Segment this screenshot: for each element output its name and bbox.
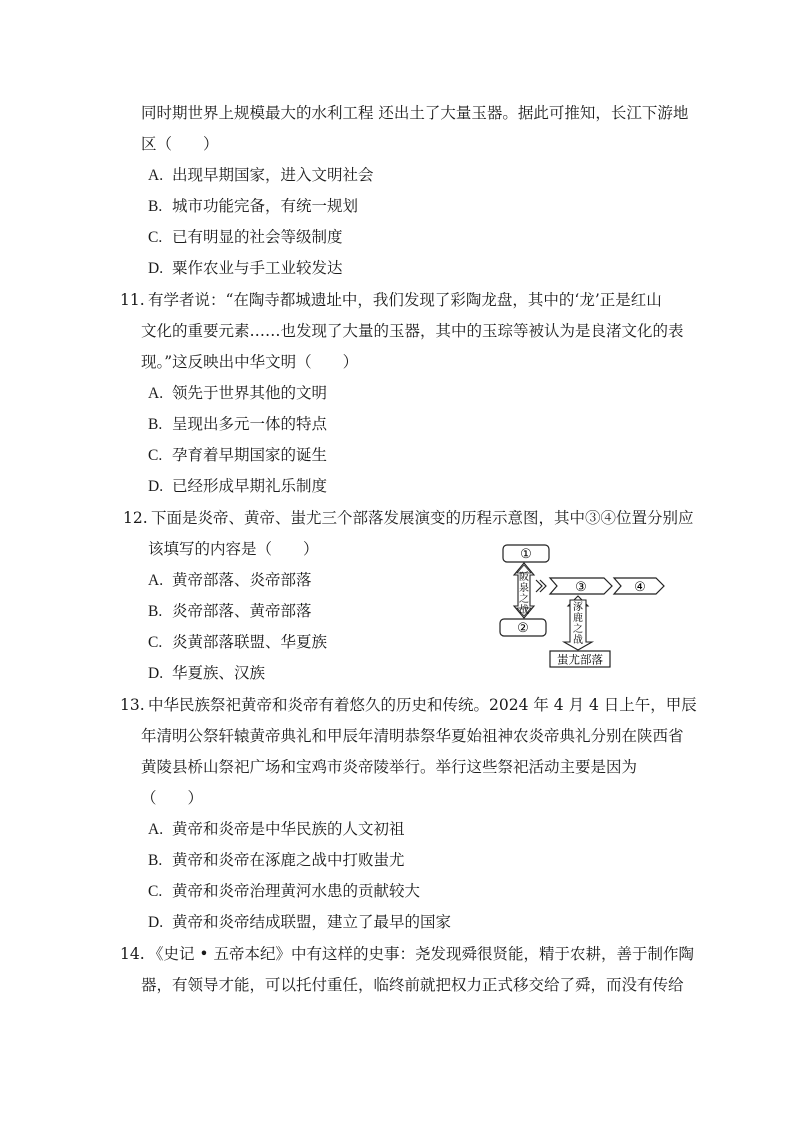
- battle-zhuolu-char-1: 涿: [573, 602, 583, 613]
- option-label: A.: [148, 572, 164, 589]
- q13-option-c[interactable]: [148, 881, 420, 902]
- option-label: A.: [148, 821, 164, 838]
- question-11-line-1: 有学者说：“在陶寺都城遗址中，我们发现了彩陶龙盘，其中的‘龙’正是红山: [148, 291, 662, 309]
- option-text: 已经形成早期礼乐制度: [172, 477, 328, 495]
- diagram-box-3-label: ③: [575, 580, 587, 595]
- option-text: 黄帝部落、炎帝部落: [172, 571, 312, 589]
- q12-option-b[interactable]: [148, 601, 312, 622]
- option-text: 黄帝和炎帝治理黄河水患的贡献较大: [172, 882, 421, 900]
- option-text: 粟作农业与手工业较发达: [172, 259, 343, 277]
- q11-option-d[interactable]: [148, 476, 327, 497]
- battle-banquan-char-2: 泉: [519, 583, 529, 594]
- q13-option-d[interactable]: [148, 912, 451, 933]
- option-label: A.: [148, 167, 164, 184]
- option-text: 已有明显的社会等级制度: [172, 228, 343, 246]
- option-text: 呈现出多元一体的特点: [172, 415, 328, 433]
- q11-option-c[interactable]: [148, 445, 327, 466]
- option-label: D.: [148, 665, 164, 682]
- option-text: 领先于世界其他的文明: [172, 384, 328, 402]
- question-13-line-1: 中华民族祭祀黄帝和炎帝有着悠久的历史和传统。2024 年 4 月 4 日上午，甲辰: [148, 696, 697, 714]
- q11-option-a[interactable]: [148, 383, 327, 404]
- question-12-line-1: 下面是炎帝、黄帝、蚩尤三个部落发展演变的历程示意图，其中③④位置分别应: [151, 509, 694, 527]
- question-14-line-2: 器，有领导才能，可以托付重任，临终前就把权力正式移交给了舜，而没有传给: [141, 976, 684, 994]
- option-label: C.: [148, 447, 163, 464]
- q10-option-d[interactable]: [148, 258, 343, 279]
- option-label: C.: [148, 634, 163, 651]
- option-text: 黄帝和炎帝结成联盟，建立了最早的国家: [172, 913, 452, 931]
- option-text: 孕育着早期国家的诞生: [172, 446, 328, 464]
- option-text: 炎黄部落联盟、华夏族: [172, 633, 328, 651]
- q10-option-c[interactable]: [148, 227, 343, 248]
- question-13-line-2: 年清明公祭轩辕黄帝典礼和甲辰年清明恭祭华夏始祖神农炎帝典礼分别在陕西省: [141, 727, 684, 745]
- question-14-number: 14.: [120, 945, 145, 963]
- question-11-number: 11.: [120, 291, 145, 309]
- option-label: D.: [148, 260, 164, 277]
- question-14-line-1: 《史记 • 五帝本纪》中有这样的史事：尧发现舜很贤能，精于农耕，善于制作陶: [148, 945, 694, 963]
- option-label: C.: [148, 229, 163, 246]
- battle-zhuolu-char-3: 之: [573, 624, 583, 635]
- question-13-line-4: （ ）: [141, 789, 204, 807]
- q12-option-d[interactable]: [148, 663, 265, 684]
- question-10-line-2: 区（ ）: [141, 135, 219, 153]
- q13-option-a[interactable]: [148, 819, 405, 840]
- option-label: B.: [148, 416, 163, 433]
- battle-zhuolu-char-2: 鹿: [573, 613, 583, 624]
- option-label: D.: [148, 914, 164, 931]
- option-text: 华夏族、汉族: [172, 664, 266, 682]
- option-text: 炎帝部落、黄帝部落: [172, 602, 312, 620]
- question-12-number: 12.: [123, 509, 148, 527]
- q11-option-b[interactable]: [148, 414, 327, 435]
- option-label: B.: [148, 852, 163, 869]
- battle-zhuolu-char-4: 战: [573, 635, 583, 646]
- option-text: 黄帝和炎帝是中华民族的人文初祖: [172, 820, 405, 838]
- q10-option-b[interactable]: [148, 196, 358, 217]
- question-13-number: 13.: [120, 696, 145, 714]
- option-label: B.: [148, 603, 163, 620]
- battle-banquan-char-4: 战: [519, 605, 529, 616]
- option-text: 城市功能完备，有统一规划: [172, 197, 359, 215]
- option-label: B.: [148, 198, 163, 215]
- tribe-evolution-diagram: [494, 540, 674, 670]
- diagram-chiyou-label: 蚩尤部落: [557, 652, 603, 667]
- option-label: A.: [148, 385, 164, 402]
- q10-option-a[interactable]: [148, 165, 374, 186]
- question-10-line-1: 同时期世界上规模最大的水利工程 还出土了大量玉器。据此可推知，长江下游地: [141, 104, 689, 122]
- option-label: D.: [148, 478, 164, 495]
- q13-option-b[interactable]: [148, 850, 405, 871]
- option-text: 出现早期国家，进入文明社会: [172, 166, 374, 184]
- diagram-box-2-label: ②: [517, 621, 529, 636]
- q12-option-a[interactable]: [148, 570, 312, 591]
- question-12-line-2: 该填写的内容是（ ）: [148, 540, 319, 558]
- question-11-line-3: 现。”这反映出中华文明（ ）: [141, 353, 359, 371]
- option-text: 黄帝和炎帝在涿鹿之战中打败蚩尤: [172, 851, 405, 869]
- merge-chevron-icon: [536, 580, 546, 592]
- question-13-line-3: 黄陵县桥山祭祀广场和宝鸡市炎帝陵举行。举行这些祭祀活动主要是因为: [141, 758, 638, 776]
- diagram-box-4-label: ④: [634, 580, 646, 595]
- option-label: C.: [148, 883, 163, 900]
- question-11-line-2: 文化的重要元素……也发现了大量的玉器，其中的玉琮等被认为是良渚文化的表: [141, 322, 684, 340]
- q12-option-c[interactable]: [148, 632, 327, 653]
- battle-banquan-char-3: 之: [519, 594, 529, 605]
- battle-banquan-char-1: 阪: [519, 572, 529, 583]
- diagram-box-1-label: ①: [520, 547, 532, 562]
